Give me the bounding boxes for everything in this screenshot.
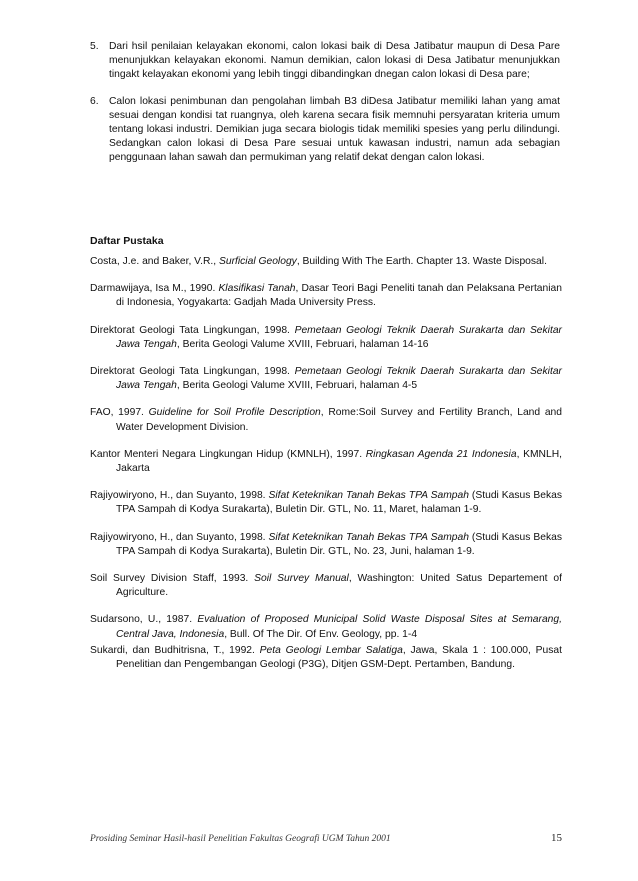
references-heading: Daftar Pustaka	[90, 235, 164, 247]
reference-entry: Kantor Menteri Negara Lingkungan Hidup (KMNLH), 1997. Ringkasan Agenda 21 Indonesia, KMNLH, Jakarta	[90, 448, 562, 475]
item-number: 5.	[90, 41, 99, 52]
reference-entry: Rajiyowiryono, H., dan Suyanto, 1998. Sifat Keteknikan Tanah Bekas TPA Sampah (Studi Kasus Bekas TPA Sampah di Kodya Surakarta), Buletin Dir. GTL, No. 11, Maret, halaman 1-9.	[90, 490, 562, 516]
page-number: 15	[551, 832, 562, 844]
reference-entry: Direktorat Geologi Tata Lingkungan, 1998. Pemetaan Geologi Teknik Daerah Surakarta dan Sekitar Jawa Tengah, Berita Geologi Valume XVIII, Februari, halaman 4-5	[90, 366, 562, 392]
reference-entry: Direktorat Geologi Tata Lingkungan, 1998. Pemetaan Geologi Teknik Daerah Surakarta dan Sekitar Jawa Tengah, Berita Geologi Valume XVIII, Februari, halaman 14-16	[90, 324, 562, 350]
conclusion-list	[90, 40, 560, 178]
reference-entry: Soil Survey Division Staff, 1993. Soil Survey Manual, Washington: United Satus Departement of Agriculture.	[90, 573, 562, 599]
conclusion-item-6	[90, 95, 560, 166]
reference-list	[90, 255, 562, 685]
reference-entry: FAO, 1997. Guideline for Soil Profile Description, Rome:Soil Survey and Fertility Branch, Land and Water Development Division.	[90, 407, 562, 433]
reference-entry: Sukardi, dan Budhitrisna, T., 1992. Peta Geologi Lembar Salatiga, Jawa, Skala 1 : 100.000, Pusat Penelitian dan Pengembangan Geologi (P3G), Ditjen GSM-Dept. Pertamben, Bandung.	[90, 644, 562, 671]
item-text: Dari hsil penilaian kelayakan ekonomi, calon lokasi baik di Desa Jatibatur maupun di Desa Pare menunjukkan kelayakan ekonomi. Namun demikian, calon lokasi di Desa Jatibatur menunjukkan tingakt kelayakan ekonomi yang lebih tinggi dibandingkan dnegan calon lokasi di Desa pare;	[109, 41, 560, 81]
reference-entry: Darmawijaya, Isa M., 1990. Klasifikasi Tanah, Dasar Teori Bagi Peneliti tanah dan Pelaksana Pertanian di Indonesia, Yogyakarta: Gadjah Mada University Press.	[90, 283, 562, 309]
reference-entry: Rajiyowiryono, H., dan Suyanto, 1998. Sifat Keteknikan Tanah Bekas TPA Sampah (Studi Kasus Bekas TPA Sampah di Kodya Surakarta), Buletin Dir. GTL, No. 23, Juni, halaman 1-9.	[90, 531, 562, 557]
reference-entry: Costa, J.e. and Baker, V.R., Surficial Geology, Building With The Earth. Chapter 13. Waste Disposal.	[90, 256, 547, 267]
item-text: Calon lokasi penimbunan dan pengolahan limbah B3 diDesa Jatibatur memiliki lahan yang amat sesuai dengan kondisi tat ruangnya, oleh karena secara fisik memnuhi persyaratan kriteria umum tentang lokasi industri. Demikian juga secara biologis tidak memiliki spesies yang perlu dilindungi. Sedangkan calon lokasi di Desa Pare sesuai untuk kawasan industri, namun ada sebagian penggunaan lahan sawah dan permukiman yang relatif dekat dengan calon lokasi.	[109, 95, 560, 164]
page-footer: Prosiding Seminar Hasil-hasil Penelitian Fakultas Geografi UGM Tahun 2001	[90, 834, 391, 844]
conclusion-item-5	[90, 40, 560, 83]
reference-entry: Sudarsono, U., 1987. Evaluation of Proposed Municipal Solid Waste Disposal Sites at Semarang, Central Java, Indonesia, Bull. Of The Dir. Of Env. Geology, pp. 1-4	[90, 614, 562, 640]
item-number: 6.	[90, 95, 99, 107]
